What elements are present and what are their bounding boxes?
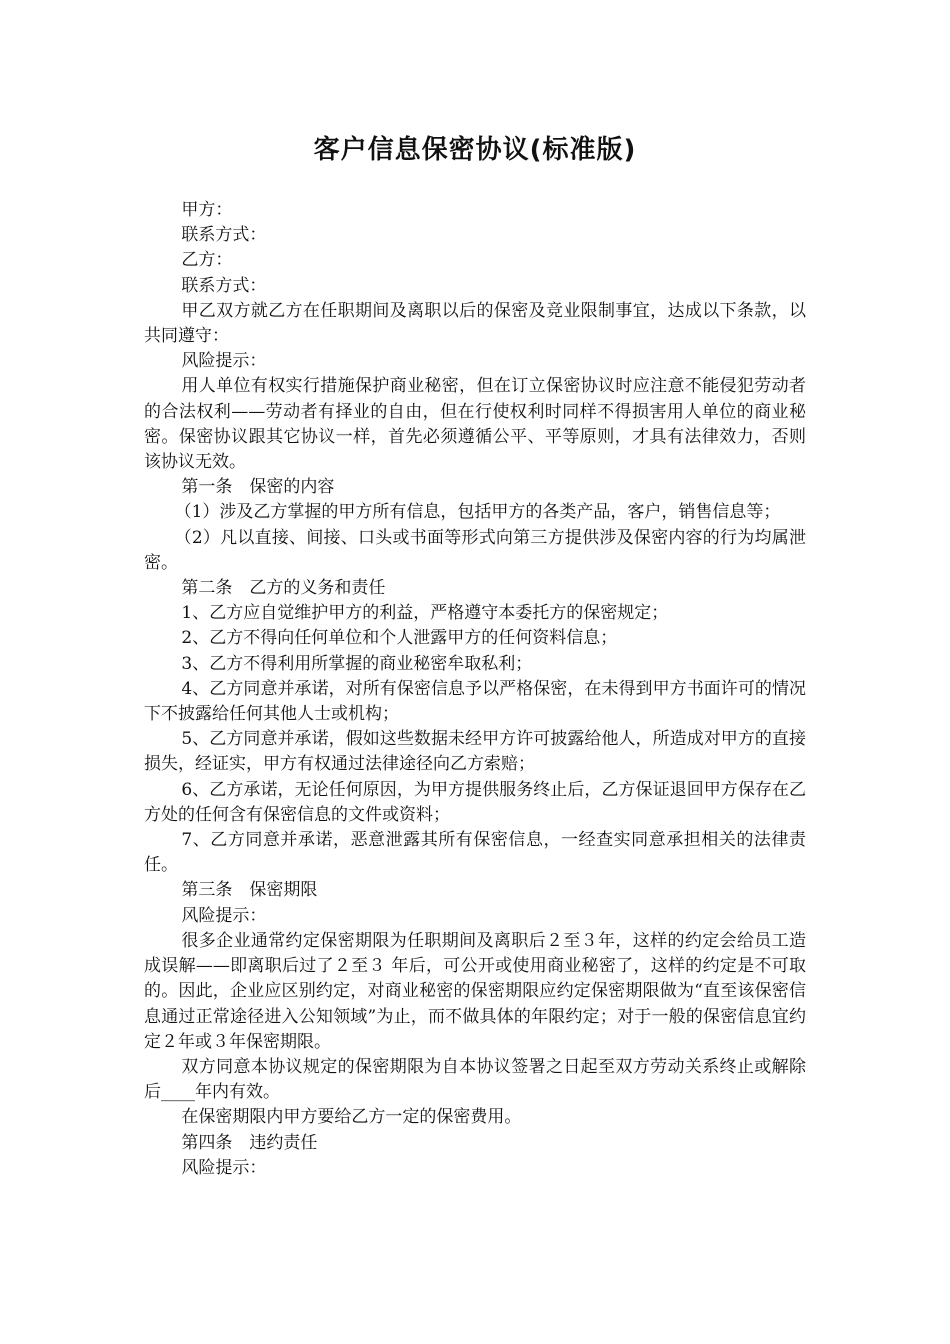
obligation-item: 1、乙方应自觉维护甲方的利益，严格遵守本委托方的保密规定； bbox=[181, 603, 669, 624]
article-heading: 第四条 违约责任 bbox=[181, 1132, 318, 1153]
fee-paragraph: 在保密期限内甲方要给乙方一定的保密费用。 bbox=[181, 1107, 522, 1128]
obligation-item: 4、乙方同意并承诺，对所有保密信息予以严格保密，在未得到甲方书面许可的情况下不披露给任何其他人士或机构； bbox=[144, 678, 806, 725]
obligation-item: 3、乙方不得利用所掌握的商业秘密牟取私利； bbox=[181, 653, 533, 674]
risk-notice-label: 风险提示： bbox=[181, 905, 267, 926]
term-paragraph: 双方同意本协议规定的保密期限为自本协议签署之日起至双方劳动关系终止或解除后____年内有效。 bbox=[144, 1056, 806, 1103]
risk-notice-label: 风险提示： bbox=[181, 351, 267, 372]
party-b-contact-field: 联系方式： bbox=[181, 275, 267, 296]
risk-notice-paragraph: 很多企业通常约定保密期限为任职期间及离职后２至３年，这样的约定会给员工造成误解——即离职后过了２至３ 年后，可公开或使用商业秘密了，这样的约定是不可取的。因此，企业应区别约定，对商业秘密的保密期限应约定保密期限做为“直至该保密信息通过正常途径进入公知领域”为止，而不做具体的年限约定；对于一般的保密信息宜约定２年或３年保密期限。 bbox=[144, 930, 806, 1052]
article-heading: 第三条 保密期限 bbox=[181, 880, 318, 901]
risk-notice-label: 风险提示： bbox=[181, 1157, 267, 1178]
party-a-contact-field: 联系方式： bbox=[181, 225, 267, 246]
preamble-paragraph: 甲乙双方就乙方在任职期间及离职以后的保密及竞业限制事宜，达成以下条款，以共同遵守： bbox=[144, 300, 806, 347]
obligation-item: 6、乙方承诺，无论任何原因，为甲方提供服务终止后，乙方保证退回甲方保存在乙方处的任何含有保密信息的文件或资料； bbox=[144, 779, 806, 825]
party-a-field: 甲方： bbox=[181, 200, 233, 220]
party-b-field: 乙方： bbox=[181, 250, 233, 271]
document-title: 客户信息保密协议(标准版) bbox=[313, 135, 637, 165]
document-body bbox=[144, 198, 806, 1181]
risk-notice-paragraph: 用人单位有权实行措施保护商业秘密，但在订立保密协议时应注意不能侵犯劳动者的合法权利——劳动者有择业的自由，但在行使权利时同样不得损害用人单位的商业秘密。保密协议跟其它协议一样，首先必须遵循公平、平等原则，才具有法律效力，否则该协议无效。 bbox=[144, 376, 806, 473]
obligation-item: 5、乙方同意并承诺，假如这些数据未经甲方许可披露给他人，所造成对甲方的直接损失，经证实，甲方有权通过法律途径向乙方索赔； bbox=[144, 729, 806, 775]
article-heading: 第一条 保密的内容 bbox=[181, 477, 335, 498]
obligation-item: 2、乙方不得向任何单位和个人泄露甲方的任何资料信息； bbox=[181, 628, 618, 649]
article-item: （1）涉及乙方掌握的甲方所有信息，包括甲方的各类产品，客户，销售信息等； bbox=[174, 502, 781, 523]
obligation-item: 7、乙方同意并承诺，恶意泄露其所有保密信息，一经查实同意承担相关的法律责任。 bbox=[144, 830, 806, 876]
article-item: （2）凡以直接、间接、口头或书面等形式向第三方提供涉及保密内容的行为均属泄密。 bbox=[144, 527, 806, 573]
article-heading: 第二条 乙方的义务和责任 bbox=[181, 578, 386, 599]
